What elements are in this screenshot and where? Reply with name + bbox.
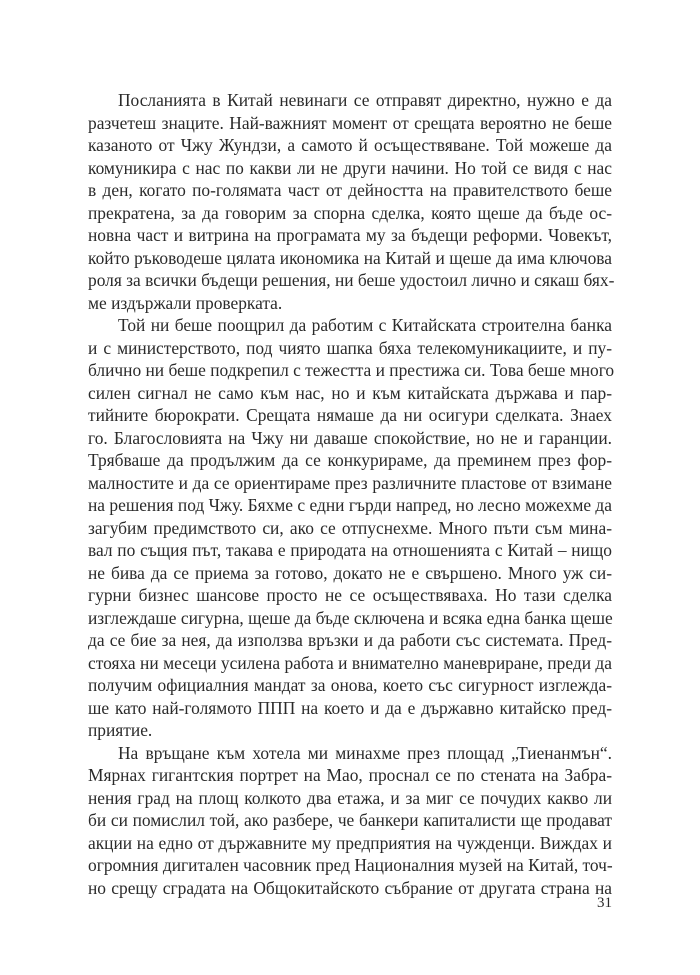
text-line: новна част и витрина на програмата му за бъдещи реформи. Човекът, xyxy=(88,225,612,245)
text-line: прекратена, за да говорим за спорна сделка, която щеше да бъде ос- xyxy=(88,202,612,223)
text-line: акции на едно от държавните му предприятия на чужденци. Виждах и xyxy=(88,832,612,853)
text-line: ше като най-голямото ППП на което и да е държавно китайско пред- xyxy=(88,697,612,718)
body-text xyxy=(88,89,615,899)
text-line: получим официалния мандат за онова, което със сигурност изглежда- xyxy=(88,675,612,695)
paragraph xyxy=(88,314,615,742)
text-line: малностите и да се ориентираме през различните пластове от взимане xyxy=(88,472,612,493)
page-number: 31 xyxy=(597,895,612,911)
text-line: който ръководеше цялата икономика на Китай и щеше да има ключова xyxy=(88,247,612,268)
text-line: тийните бюрократи. Срещата нямаше да ни осигури сделката. Знаех xyxy=(88,405,612,425)
text-line: загубим предимството си, ако се отпуснехме. Много пъти съм мина- xyxy=(88,517,612,538)
text-line: изглеждаше сигурна, щеше да бъде сключена и всяка една банка щеше xyxy=(88,607,613,628)
text-line: огромния дигитален часовник пред Националния музей на Китай, точ- xyxy=(88,855,613,875)
text-line: на решения под Чжу. Бяхме с едни гърди напред, но лесно можехме да xyxy=(88,495,612,515)
text-line: разчетеш знаците. Най-важният момент от срещата вероятно не беше xyxy=(88,112,612,133)
text-line: и с министерството, под чиято шапка бяха телекомуникациите, и пу- xyxy=(88,337,612,358)
text-line: На връщане към хотела ми минахме през площад „Тиенанмън“. xyxy=(118,742,612,763)
text-line: го. Благословията на Чжу ни даваше спокойствие, но не и гаранции. xyxy=(88,427,612,448)
text-line: казаното от Чжу Жундзи, а самото й осъществяване. Той можеше да xyxy=(88,135,612,155)
text-line: но срещу сградата на Общокитайското събрание от другата страна на xyxy=(88,877,612,898)
text-line: Мярнах гигантския портрет на Мао, проснал се по стената на Забра- xyxy=(88,765,612,785)
text-line: комуникира с нас по какви ли не други начини. Но той се видя с нас xyxy=(88,157,612,178)
text-line: Посланията в Китай невинаги се отправят директно, нужно е да xyxy=(118,90,612,110)
text-line: вал по същия път, такава е природата на отношенията с Китай – нищо xyxy=(88,540,612,560)
paragraph xyxy=(88,742,612,900)
text-line: блично ни беше подкрепил с тежестта и престижа си. Това беше много xyxy=(88,360,615,380)
paragraph xyxy=(88,89,615,314)
text-line: гурни бизнес шансове просто не се осъществяваха. Но тази сделка xyxy=(88,585,612,605)
text-line: нения град на площ колкото два етажа, и за миг се почудих какво ли xyxy=(88,787,612,808)
text-line: ме издържали проверката. xyxy=(88,292,283,313)
text-line: не бива да се приема за готово, докато не е свършено. Много уж си- xyxy=(88,562,612,583)
text-line: стояха ни месеци усилена работа и внимателно маневриране, преди да xyxy=(88,652,612,673)
text-line: приятие. xyxy=(88,720,153,740)
text-line: Той ни беше поощрил да работим с Китайската строителна банка xyxy=(118,315,612,335)
text-line: Трябваше да продължим да се конкурираме, да преминем през фор- xyxy=(88,450,612,470)
text-line: роля за всички бъдещи решения, ни беше удостоил лично и сякаш бях- xyxy=(88,270,615,290)
text-line: в ден, когато по-голямата част от дейността на правителството беше xyxy=(88,180,612,200)
text-line: силен сигнал не само към нас, но и към китайската държава и пар- xyxy=(88,382,612,403)
text-line: би си помислил той, ако разбере, че банкери капиталисти ще продават xyxy=(88,810,612,830)
text-line: да се бие за нея, да използва връзки и да работи със системата. Пред- xyxy=(88,630,612,650)
